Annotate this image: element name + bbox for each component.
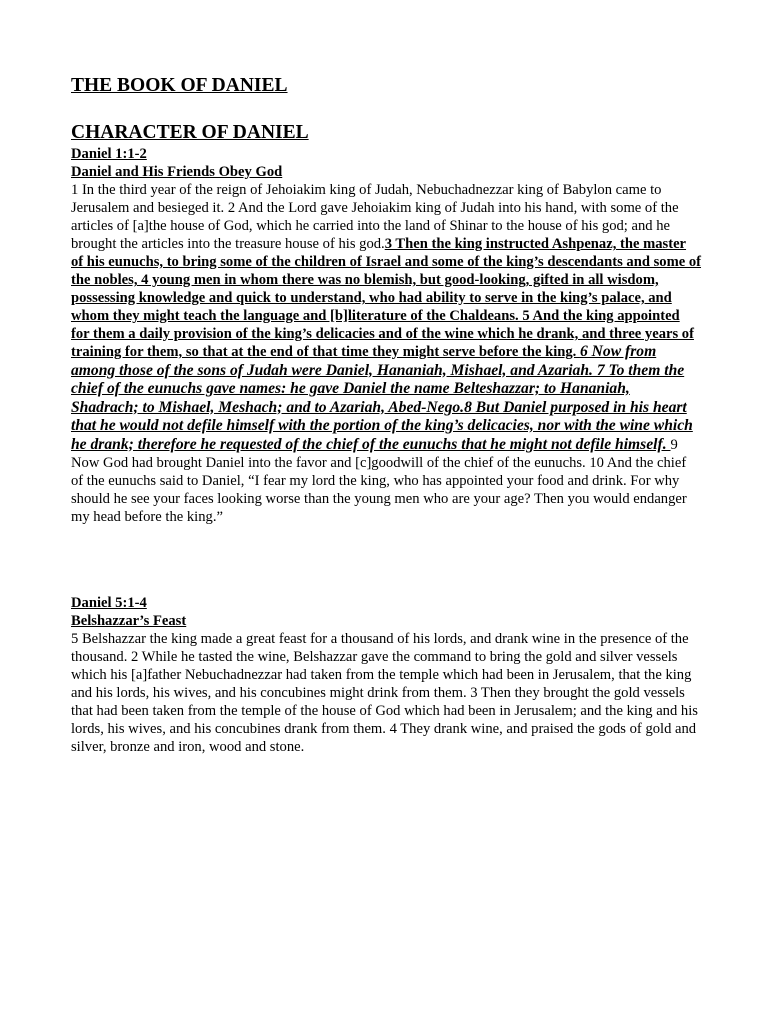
passage-1-verses-9-10: 9 Now God had brought Daniel into the favor and [c]goodwill of the chief of the eunuchs. 10 And the chief of the eunuchs said to Daniel, “I fear my lord the king, who has appointed your food and drink. For why should he see your faces looking worse than the young men who are your age? Then you would endanger my head before the king.” [71,436,687,525]
document-page [71,74,701,756]
passage-1-heading: Daniel and His Friends Obey God [71,164,283,180]
passage-2-reference: Daniel 5:1-4 [71,595,147,611]
spacer [71,526,701,594]
passage-1-verses-6-8-emphasis: 6 Now from among those of the sons of Judah were Daniel, Hananiah, Mishael, and Azariah. 7 To them the chief of the eunuchs gave names: he gave Daniel the name Belteshazzar; to Hananiah, Shadrach; to Mishael, Meshach; and to Azariah, Abed-Nego.8 But Daniel purposed in his heart that he would not defile himself with the portion of the king’s delicacies, nor with the wine which he drank; therefore he requested of the chief of the eunuchs that he might not defile himself. [71,343,693,453]
passage-1-verses-1-2: 1 In the third year of the reign of Jehoiakim king of Judah, Nebuchadnezzar king of Babylon came to Jerusalem and besieged it. 2 And the Lord gave Jehoiakim king of Judah into his hand, with some of the articles of [a]the house of God, which he carried into the land of Shinar to the house of his god; and he brought the articles into the treasure house of his god. [71,182,679,252]
document-title: THE BOOK OF DANIEL [71,75,288,96]
passage-1-verses-3-5-emphasis: 3 Then the king instructed Ashpenaz, the master of his eunuchs, to bring some of the children of Israel and some of the king’s descendants and some of the nobles, 4 young men in whom there was no blemish, but good-looking, gifted in all wisdom, possessing knowledge and quick to understand, who had ability to serve in the king’s palace, and whom they might teach the language and [b]literature of the Chaldeans. 5 And the king appointed for them a daily provision of the king’s delicacies and of the wine which he drank, and three years of training for them, so that at the end of that time they might serve before the king. [71,236,702,360]
passage-1-reference: Daniel 1:1-2 [71,146,147,162]
section-title: CHARACTER OF DANIEL [71,122,309,143]
passage-1-text [71,181,701,526]
passage-2-heading: Belshazzar’s Feast [71,613,187,629]
passage-2-verses-1-4: 5 Belshazzar the king made a great feast for a thousand of his lords, and drank wine in the presence of the thousand. 2 While he tasted the wine, Belshazzar gave the command to bring the gold and silver vessels which his [a]father Nebuchadnezzar had taken from the temple which had been in Jerusalem, that the king and his lords, his wives, and his concubines might drink from them. 3 Then they brought the gold vessels that had been taken from the temple of the house of God which had been in Jerusalem; and the king and his lords, his wives, and his concubines drank from them. 4 They drank wine, and praised the gods of gold and silver, bronze and iron, wood and stone. [71,631,698,755]
passage-2-text [71,630,701,756]
